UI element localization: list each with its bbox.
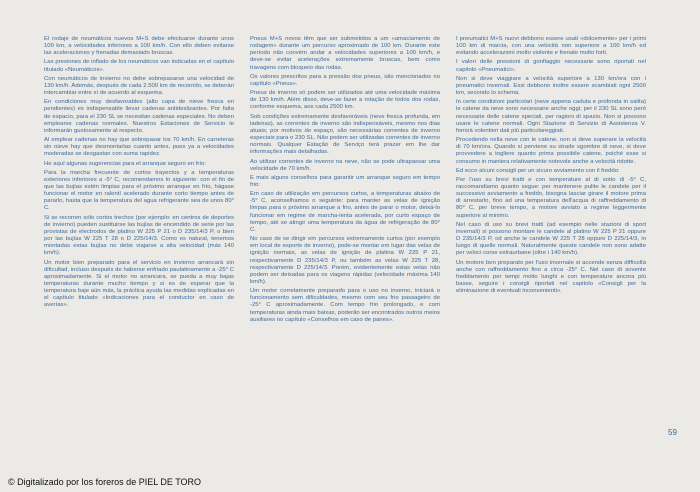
column-italian — [456, 36, 646, 297]
column-portuguese — [250, 36, 440, 326]
paragraph: Ao utilizar correntes de inverno na neve, não se pode ultrapassar uma velocidade de 70 km/h. — [250, 158, 440, 172]
paragraph: Nel caso di uso su brevi tratti (ad esempio nelle stazioni di sport invernali) si possono montare le candele al platino W 225 P 21 oppure D 235/14/3 P, od anche le candele W 225 T 28 oppure D 225/14/3, in luogo di quelle normali. Naturalmente queste candele non sono adatte per veloci corse extraurbane (oltre i 140 km/h). — [456, 221, 646, 257]
paragraph: Para la marcha frecuente de cortos trayectos y a temperaturas exteriores inferiores a -5° C, recomendamos lo siguiente: con el fin de que las bujías estén limpias para el próximo arranque en frío, hágase funcionar el motor en ralentí acelerado durante corto tiempo antes de pararlo, hasta que la temperatura del agua refrigerante sea de unos 80° C. — [44, 169, 234, 212]
paragraph: Ed ecco alcuni consigli per un sicuro avviamento con il freddo: — [456, 167, 620, 174]
paragraph: Non si deve viaggiare a velocità superiore a 130 km/ora con i pneumatici invernali. Essi debbono inoltre essere scambiati ogni 2500 km, secondo lo schema. — [456, 75, 646, 97]
paragraph: Las presiones de inflado de los neumáticos van indicadas en el capítulo titulado «Neumáticos». — [44, 59, 234, 73]
paragraph: Un motor bien preparado para el servicio en invierno arrancará sin dificultad, incluso después de haberse enfriado paulatinamente a -25° C aproximadamente. Si el motor no arrancara, se pueda a muy bajas temperaturas durante mucho tiempo y si es de esperar que la temperatura baje aún más, la práctica ayuda las medidas explicadas en el capítulo titulado «Indicaciones para el conductor en caso de averías». — [44, 259, 234, 309]
paragraph: Pneus de inverno só podem ser utilizados até uma velocidade máxima de 130 km/h. Além disso, deve-se fazer a rotação de todos dos rodas, conforme esquema, aos cada 2500 km. — [250, 90, 440, 111]
footer-credit: © Digitalizado por los foreros de PIEL DE TORO — [8, 477, 202, 487]
paragraph: In certe condizioni particolari (neve appena caduta e profonda in salita) le catene da neve sono necessarie anche oggi; per il 230 SL sono però necessarie delle catene speciali, per ragioni di spazio. Non si possono usare le catene normali. Ogni Stazione di Servizio di Assistenza V. fornirà volentieri dati più particolareggiati. — [456, 99, 646, 134]
paragraph: Os valores prescritos para a pressão dos pneus, são mencionados no capítulo «Pneus». — [250, 73, 440, 87]
paragraph: He aquí algunas sugerencias para el arranque seguro en frío: — [44, 160, 206, 167]
paragraph: Um motor corretamente preparado para o uso no inverno, iniciará o funcionamento sem dificuldades, mesmo com seu frio passageiro de -25° C aproximadamente. Com tempo frio prolongado, e com temperaturas ainda mais baixas, poderão ser encontrados outros meios auxiliares no capítulo «Conselhos em caso de panes». — [250, 288, 440, 323]
paragraph: Procedendo nella neve con le catene, non si deve superare la velocità di 70 km/ora. Quando si perviene su strade sgombre di neve, si deve provvedere a togliere quanto prima possibile catene, poiché esse si consumo in maniera relativamente notevole anche a velocità ridotte. — [456, 137, 646, 165]
paragraph: E mais alguns conselhos para garantir um arranque seguro em tempo frio: — [250, 174, 440, 188]
column-spanish — [44, 36, 234, 312]
paragraph: Al emplear cadenas no hay que sobrepasar los 70 km/h. En carreteras sin nieve hay que desmontarlas cuanto antes, pues ya a velocidades moderadas se desgastan con suma rapidez. — [44, 137, 234, 158]
paragraph: Con neumáticos de invierno no debe sobrepasarse una velocidad de 130 km/h. Además, después de cada 2.500 km de recorrido, se deberán intercambiar entre sí de acuerdo al esquema. — [44, 75, 234, 97]
paragraph: Em caso de utilização em percursos curtos, a temperaturas abaixo de -5° C, aconselhamos o seguinte: para manter as velas de ignição limpas para o próximo arranque a frio, antes de parar o motor, deixá-lo funcionar em regime de marcha-lenta acelerada, por curto espaço de tempo, até se atingir uma temperatura da água de refrigeração de 80° C. — [250, 191, 440, 233]
paragraph: Sob condições extremamente desfavoráveis (neve fresca profunda, em ladeiras), as correntes de inverno são indispensáveis, mesmo nos dias atuais; por motivos de espaço, são necessárias correntes de inverno especiais para o 230 SL. Não podem ser utilizadas correntes de inverno normais. Qualquer Estação de Serviço terá prazer em lhe dar informações mais detalhadas. — [250, 113, 440, 156]
paragraph: I valori delle pressioni di gonfiaggio necessarie sono riportati nel capitolo «Pneumatici». — [456, 59, 646, 73]
paragraph: Per l'uso su brevi tratti e con temperature al di sotto di -5° C, raccomandiamo quanto segue: per mantenere pulite le candele per il successivo avviamento a freddo, bisogna lasciar girare il motore prima di arrestarlo, fino ad una temperatura dell'acqua di raffreddamento di 80° C, per breve tempo, a motore avviato a regime leggermente superiore al minimo. — [456, 176, 646, 219]
paragraph: No caso de se dirigir em percursos extremamente curtos (por exemplo em local de esporte de inverno), pode-se montar em lugar das velas de ignição normais, as velas de ignição de platina W 225 P 21, respectivamente D 235/14/3 P, ou também as velas W 225 T 28, respectivamente D 225/14/3. Porém, evidentemente estas velas não podem ser deixadas para os viagens rápidas (velocidade máxima 140 km/h). — [250, 236, 440, 285]
paragraph: I pneumatici M+S nuovi debbono essere usati «dolcemente» per i primi 100 km di marcia, con una velocità non superiore a 100 km/h ed evitando accelerazioni molto violente e frenate molto forti. — [456, 36, 646, 57]
paragraph: Un motore ben preparato per l'uso invernale si accende senza difficoltà anche con raffreddamento fino a circa -25° C. Nel caso di sovente freddamento per tempi molto lunghi e con temperature ancora più basse, seguire i consigli riportati nel capitolo «Consigli per la eliminazione di eventuali inconvenienti». — [456, 259, 646, 295]
paragraph: El rodaje de neumáticos nuevos M+S debe efectuarse durante unos 100 km, a velocidades inferiores a 100 km/h. Con ello deben evitarse las aceleraciones y frenadas demasiado bruscas. — [44, 36, 234, 57]
page-number: 59 — [668, 428, 677, 437]
paragraph: Si se recorren sólo cortos trechos (por ejemplo: en centros de deportes de invierno) pueden sustituirse las bujías de encendido de serie por las provistas de electrodos de platino W 225 P 21 o D 235/14/3 P, o bien por las bujías W 225 T 28 o D 225/14/3. Como es natural, tenemos montadas estas bujías no debe viajarse a alta velocidad (más 140 km/h). — [44, 214, 234, 257]
paragraph: En condiciones muy desfavorables (alto capa de nieve fresca en pendientes) es indispensable llevar cadenas antideslizantes. Por falta de espacio, para el 230 SL se necesitan cadenas especiales. No deben emplearse cadenas normales. Nuestros Estaciones de Servicio le informarán gustosamente al respecto. — [44, 99, 234, 134]
paragraph: Pneus M+S novos têm que ser submetidos a um «amaciamento de rodagem» durante um percurso aproximado de 100 km. Durante este período não convém andar a velocidades superiores a 100 km/h, e deve-se evitar acelerações extremamente bruscas, bem como travagens com bloqueio das rodas. — [250, 36, 440, 71]
